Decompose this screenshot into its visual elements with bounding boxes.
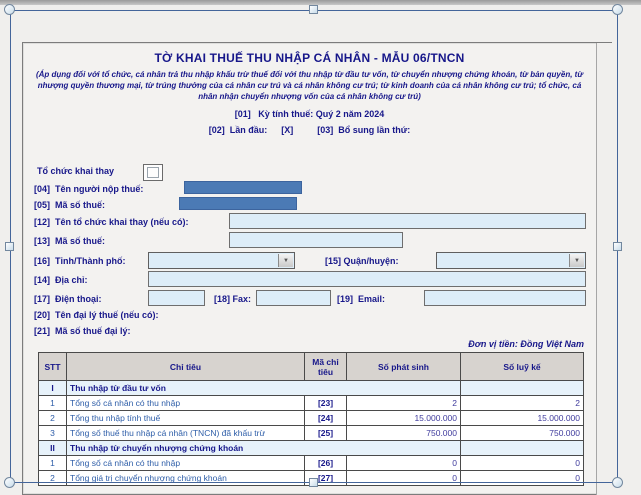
row-number: 1 <box>39 396 67 411</box>
field-20-label: [20] Tên đại lý thuế (nếu có): <box>34 310 159 320</box>
selection-handle-bottom-right[interactable] <box>612 477 623 488</box>
field-18-label: [18] Fax: <box>214 294 252 304</box>
luy-ke-cell[interactable]: 0 <box>461 471 584 486</box>
form-right-gutter <box>596 43 612 495</box>
dropdown-arrow-icon[interactable]: ▼ <box>569 254 584 267</box>
phat-sinh-cell[interactable]: 15.000.000 <box>347 411 461 426</box>
selection-handle-top-right[interactable] <box>612 4 623 15</box>
table-row <box>39 396 584 411</box>
header-chi-tieu: Chỉ tiêu <box>67 353 305 381</box>
row-code: [25] <box>305 426 347 441</box>
form-subtitle: (Áp dụng đối với tổ chức, cá nhân trả thu nhập khấu trừ thuế đối với thu nhập từ đầu tư vốn, từ chuyển nhượng chứng khoán, từ bản quyền, từ nhượng quyền thương mại, từ trúng thưởng của cá nhân cư trú và cá nhân không cư trú; từ kinh doanh của cá nhân không cư trú; tổ chức, cá nhân nhận chuyển nhượng vốn của cá nhân không cư trú) <box>35 70 584 101</box>
table-header-row <box>39 353 584 381</box>
tax-code-redaction-bar <box>179 197 297 210</box>
org-name-input[interactable] <box>229 213 586 229</box>
tax-period-line: [01] Kỳ tính thuế: Quý 2 năm 2024 <box>234 109 385 119</box>
selection-handle-right-middle[interactable] <box>613 242 622 251</box>
field-14-label: [14] Địa chỉ: <box>34 275 88 285</box>
selection-handle-bottom-left[interactable] <box>4 477 15 488</box>
selection-handle-top-middle[interactable] <box>309 5 318 14</box>
luy-ke-cell[interactable]: 15.000.000 <box>461 411 584 426</box>
section-number: II <box>39 441 67 456</box>
phone-input[interactable] <box>148 290 205 306</box>
luy-ke-cell[interactable]: 0 <box>461 456 584 471</box>
field-12-label: [12] Tên tổ chức khai thay (nếu có): <box>34 217 189 227</box>
row-code: [24] <box>305 411 347 426</box>
field-15-label: [15] Quận/huyện: <box>325 256 399 266</box>
row-label: Tổng số thuế thu nhập cá nhân (TNCN) đã khấu trừ <box>67 426 305 441</box>
row-label: Tổng giá trị chuyển nhượng chứng khoán <box>67 471 305 486</box>
phat-sinh-cell[interactable]: 0 <box>347 471 461 486</box>
selection-handle-top-left[interactable] <box>4 4 15 15</box>
header-ma-chi-tieu: Mã chỉ tiêu <box>305 353 347 381</box>
row-label: Tổng thu nhập tính thuế <box>67 411 305 426</box>
row-number: 2 <box>39 471 67 486</box>
province-dropdown[interactable] <box>148 252 295 269</box>
supplement-label: [03] Bổ sung lần thứ: <box>317 125 411 135</box>
row-code: [23] <box>305 396 347 411</box>
field-13-label: [13] Mã số thuế: <box>34 236 106 246</box>
fax-input[interactable] <box>256 290 331 306</box>
field-16-label: [16] Tỉnh/Thành phố: <box>34 256 126 266</box>
address-input[interactable] <box>148 271 586 287</box>
row-number: 1 <box>39 456 67 471</box>
income-table <box>38 352 584 486</box>
taxpayer-name-redaction-bar <box>184 181 302 194</box>
window-top-bar <box>0 0 641 5</box>
form-panel <box>22 42 612 495</box>
declaration-line <box>23 125 596 135</box>
phat-sinh-cell[interactable]: 0 <box>347 456 461 471</box>
luy-ke-cell[interactable]: 2 <box>461 396 584 411</box>
selection-handle-left-middle[interactable] <box>5 242 14 251</box>
table-section-row <box>39 381 584 396</box>
header-stt: STT <box>39 353 67 381</box>
section-title: Thu nhập từ đầu tư vốn <box>67 381 461 396</box>
header-so-luy-ke: Số luỹ kế <box>461 353 584 381</box>
form-title: TỜ KHAI THUẾ THU NHẬP CÁ NHÂN - MẪU 06/TNCN <box>154 51 465 65</box>
section-number: I <box>39 381 67 396</box>
field-17-label: [17] Điện thoại: <box>34 294 102 304</box>
row-number: 3 <box>39 426 67 441</box>
phat-sinh-cell[interactable]: 750.000 <box>347 426 461 441</box>
field-19-label: [19] Email: <box>337 294 386 304</box>
row-code: [26] <box>305 456 347 471</box>
row-number: 2 <box>39 411 67 426</box>
field-04-label: [04] Tên người nộp thuế: <box>34 184 144 194</box>
khai-thay-label: Tổ chức khai thay <box>37 166 115 176</box>
table-row <box>39 426 584 441</box>
field-21-label: [21] Mã số thuế đại lý: <box>34 326 131 336</box>
first-time-checkbox-value[interactable]: [X] <box>281 125 294 135</box>
dropdown-arrow-icon[interactable]: ▼ <box>278 254 293 267</box>
header-so-phat-sinh: Số phát sinh <box>347 353 461 381</box>
row-label: Tổng số cá nhân có thu nhập <box>67 396 305 411</box>
field-05-label: [05] Mã số thuế: <box>34 200 106 210</box>
table-row <box>39 411 584 426</box>
table-row <box>39 456 584 471</box>
table-section-row <box>39 441 584 456</box>
org-tax-code-input[interactable] <box>229 232 403 248</box>
currency-note: Đơn vị tiền: Đồng Việt Nam <box>468 339 584 349</box>
district-dropdown[interactable] <box>436 252 586 269</box>
section-title: Thu nhập từ chuyển nhượng chứng khoán <box>67 441 461 456</box>
email-input[interactable] <box>424 290 586 306</box>
section-empty-cell <box>461 381 584 396</box>
first-time-label: [02] Lần đầu: <box>208 125 268 135</box>
khai-thay-checkbox[interactable] <box>143 164 163 181</box>
row-code: [27] <box>305 471 347 486</box>
luy-ke-cell[interactable]: 750.000 <box>461 426 584 441</box>
checkbox-inner <box>147 167 159 178</box>
section-empty-cell <box>461 441 584 456</box>
selection-handle-bottom-middle[interactable] <box>309 478 318 487</box>
phat-sinh-cell[interactable]: 2 <box>347 396 461 411</box>
row-label: Tổng số cá nhân có thu nhập <box>67 456 305 471</box>
